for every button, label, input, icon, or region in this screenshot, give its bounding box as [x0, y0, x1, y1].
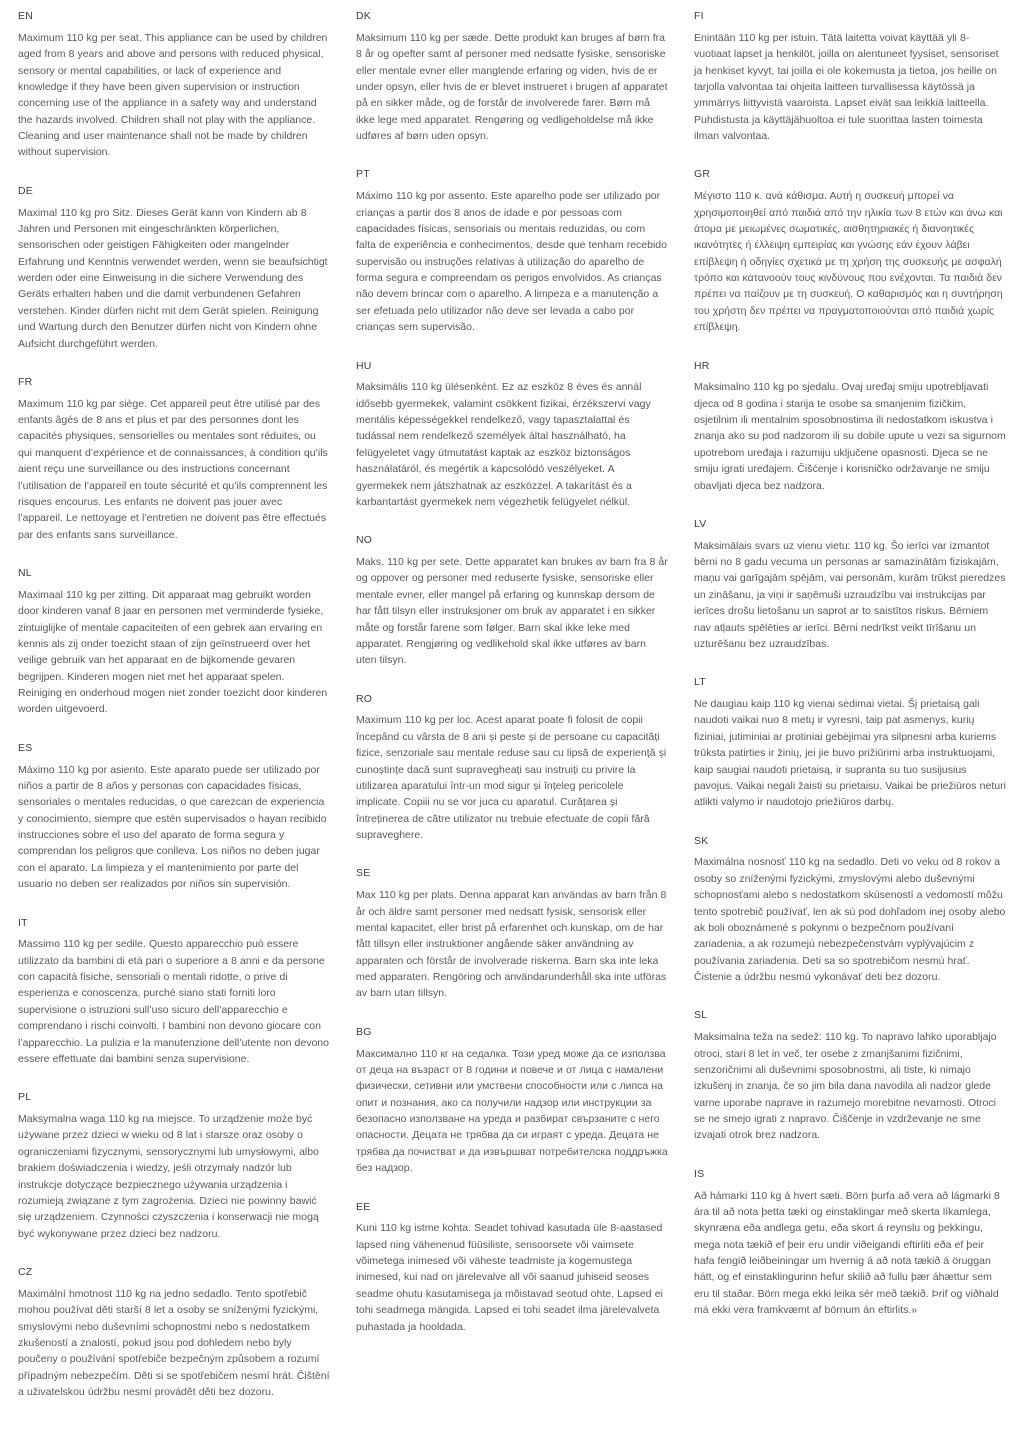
language-section — [18, 184, 330, 352]
language-body-text: Maximum 110 kg par siège. Cet appareil peut être utilisé par des enfants âgés de 8 ans et plus et par des personnes dont les capacités physiques, sensorielles ou mentales sont réduites, ou qui manquent d’expérience et de connaissances, à condition qu’ils aient reçu une surveillance ou des instructions concernant l’utilisation de l’appareil en toute sécurité et qu’ils comprennent les risques encourus. Les enfants ne doivent pas jouer avec l’appareil. Le nettoyage et l’entretien ne doivent pas être effectués par des enfants sans surveillance. — [18, 397, 328, 541]
language-code-label: EN — [18, 10, 33, 22]
language-body-text: Ne daugiau kaip 110 kg vienai sėdimai vietai. Šį prietaisą gali naudoti vaikai nuo 8 metų ir vyresni, taip pat asmenys, kurių fiziniai, jutiminiai ar protiniai gebėjimai yra silpnesni arba kuriems trūksta patirties ir žinių, jei jie buvo prižiūrimi arba instruktuojami, kaip saugiai naudoti prietaisą, ir supranta su tuo susijusius pavojus. Vaikai negali žaisti su prietaisu. Vaikai be priežiūros neturi atlikti valymo ir naudotojo priežiūros darbų. — [694, 698, 1006, 809]
language-code-label: EE — [356, 1200, 371, 1213]
language-section — [356, 9, 668, 144]
language-code-label: PL — [18, 1091, 32, 1104]
language-body-text: Máximo 110 kg por assento. Este aparelho pode ser utilizado por crianças a partir dos 8 anos de idade e por pessoas com capacidades físicas, sensoriais ou mentais reduzidas, ou com falta de experiência e conhecimentos, desde que tenham recebido supervisão ou instruções relativas à utilização do aparelho de forma segura e compreendam os perigos envolvidos. As crianças não devem brincar com o aparelho. A limpeza e a manutenção a ser efetuada pelo utilizador não deve ser levada a cabo por crianças sem supervisão. — [356, 190, 667, 334]
language-code-label: RO — [356, 692, 373, 705]
language-code-label: FR — [18, 375, 33, 388]
language-code-label: ES — [18, 741, 33, 754]
language-code-label: FI — [694, 10, 704, 22]
language-code-label: SE — [356, 867, 371, 880]
language-body-text: Að hámarki 110 kg á hvert sæti. Börn þurfa að vera að lágmarki 8 ára til að nota þetta tæki og einstaklingar með skerta líkamlega, skynræna eða andlega getu, eða skort á reynslu og þekkingu, mega nota tækið ef þeir eru undir viðeigandi eftirliti eða ef þeir hafa fengið leiðbeiningar um hvernig á að nota tækið á öruggan hátt, og ef einstaklingurinn hefur skilið að fullu þær áhættur sem eru til staðar. Börn mega ekki leika sér með tækið. Þrif og viðhald má ekki vera framkvæmt af börnum án eftirlits.» — [694, 1189, 1000, 1317]
language-code-label: DK — [356, 10, 371, 22]
language-section — [694, 167, 1006, 335]
language-code-label: HR — [694, 359, 710, 372]
language-section — [694, 9, 1006, 144]
language-body-text: Maksimalna teža na sedež: 110 kg. To napravo lahko uporabljajo otroci, stari 8 let in več, ter osebe z zmanjšanimi fizičnimi, senzoričnimi ali duševnimi sposobnostmi, ali tiste, ki nimajo izkušenj in znanja, če so jim bila dana navodila ali nadzor glede varne uporabe naprave in razumejo morebitne nevarnosti. Otroci se ne smejo igrati z napravo. Čiščenje in vzdrževanje ne sme izvajati otrok brez nadzora. — [694, 1031, 997, 1142]
language-section — [18, 916, 330, 1068]
language-section — [18, 375, 330, 543]
language-body-text: Maksimālais svars uz vienu vietu: 110 kg. Šo ierīci var izmantot bērni no 8 gadu vecuma un personas ar samazinātām fiziskajām, maņu vai garīgajām spējām, vai personām, kurām trūkst pieredzes un zināšanu, ja viņi ir saņēmuši uzraudzību vai instrukcijas par ierīces drošu lietošanu un saprot ar to saistītos riskus. Bērniem nav atļauts spēlēties ar ierīci. Bērni nedrīkst veikt tīrīšanu un uzturēšanu bez uzraudzības. — [694, 539, 1006, 650]
language-body-text: Max 110 kg per plats. Denna apparat kan användas av barn från 8 år och äldre samt personer med nedsatt fysisk, sensorisk eller mental kapacitet, eller brist på erfarenhet och kunskap, om de har fått tillsyn eller instruktioner angående säker användning av apparaten och förstår de involverade riskerna. Barn ska inte leka med apparaten. Rengöring och användarunderhåll ska inte utföras av barn utan tillsyn. — [356, 889, 667, 1000]
language-section — [18, 1265, 330, 1400]
language-code-label: LT — [694, 676, 706, 689]
language-body-text: Maximum 110 kg per seat. This appliance can be used by children aged from 8 years and above and persons with reduced physical, sensory or mental capabilities, or lack of experience and knowledge if they have been given supervision or instruction concerning use of the appliance in a safety way and understand the hazards involved. Children shall not play with the appliance. Cleaning and user maintenance shall not be made by children without supervision. — [18, 31, 328, 159]
language-code-label: HU — [356, 359, 372, 372]
language-body-text: Maksimalno 110 kg po sjedalu. Ovaj uređaj smiju upotrebljavati djeca od 8 godina i starija te osobe sa smanjenim fizičkim, osjetilnim ili mentalnim sposobnostima ili nedostatkom iskustva i znanja ako su pod nadzorom ili su dobile upute u vezi sa sigurnom upotrebom uređaja i razumiju uključene opasnosti. Djeca se ne smiju igrati uređajem. Čišćenje i korisničko održavanje ne smiju obavljati djeca bez nadzora. — [694, 381, 1006, 492]
language-body-text: Maximal 110 kg pro Sitz. Dieses Gerät kann von Kindern ab 8 Jahren und Personen mit eingeschränkten körperlichen, sensorischen oder geistigen Fähigkeiten oder mangelnder Erfahrung und Kenntnis verwendet werden, wenn sie beaufsichtigt werden oder eine Einweisung in die sichere Verwendung des Geräts erhalten haben und die damit verbundenen Gefahren verstehen. Kinder dürfen nicht mit dem Gerät spielen. Reinigung und Wartung durch den Benutzer dürfen nicht von Kindern ohne Aufsicht durchgeführt werden. — [18, 206, 328, 350]
language-section — [18, 741, 330, 893]
language-section — [18, 9, 330, 161]
language-section — [356, 167, 668, 335]
language-code-label: IS — [694, 1167, 705, 1180]
language-code-label: PT — [356, 168, 370, 181]
language-section — [356, 359, 668, 511]
language-section — [694, 359, 1006, 494]
language-body-text: Maximaal 110 kg per zitting. Dit apparaat mag gebruikt worden door kinderen vanaf 8 jaar en personen met verminderde fysieke, zintuiglijke of mentale capaciteiten of een gebrek aan ervaring en kennis als zij onder toezicht staan of zijn geïnstrueerd over het veilige gebruik van het apparaat en de bijkomende gevaren begrijpen. Kinderen mogen niet met het apparaat spelen. Reiniging en onderhoud mogen niet zonder toezicht door kinderen worden uitgevoerd. — [18, 588, 328, 716]
language-code-label: DE — [18, 184, 33, 197]
language-body-text: Maks. 110 kg per sete. Dette apparatet kan brukes av barn fra 8 år og oppover og personer med reduserte fysiske, sensoriske eller mentale evner, eller mangel på erfaring og kunnskap dersom de har fått tilsyn eller instruksjoner om bruk av apparatet i en sikker måte og forstår farene som følger. Barn skal ikke leke med apparatet. Rengjøring og vedlikehold skal ikke utføres av barn uten tilsyn. — [356, 556, 668, 667]
language-code-label: NL — [18, 567, 32, 579]
language-code-label: BG — [356, 1025, 372, 1038]
language-code-label: GR — [694, 168, 711, 181]
language-code-label: SL — [694, 1009, 708, 1022]
language-code-label: LV — [694, 517, 707, 530]
language-body-text: Maximální hmotnost 110 kg na jedno sedadlo. Tento spotřebič mohou používat děti starší 8 let a osoby se sníženými fyzickými, smyslovými nebo duševními schopnostmi nebo s nedostatkem zkušeností a znalostí, pokud jsou pod dohledem nebo byly poučeny o používání spotřebiče bezpečným způsobem a rozumí případným nebezpečím. Děti si se spotřebičem nesmí hrát. Čištění a uživatelskou údržbu nesmí provádět děti bez dozoru. — [18, 1287, 330, 1398]
language-section — [694, 1008, 1006, 1143]
language-body-text: Maksimum 110 kg per sæde. Dette produkt kan bruges af børn fra 8 år og opefter samt af personer med nedsatte fysiske, sensoriske eller mentale evner eller manglende erfaring og viden, hvis de er under opsyn, eller hvis de er blevet instrueret i brugen af apparatet på en sikker måde, og de forstår de involverede farer. Børn må ikke lege med apparatet. Rengøring og vedligeholdelse må ikke udføres af børn uden opsyn. — [356, 31, 668, 142]
language-section — [694, 517, 1006, 652]
language-body-text: Maximálna nosnosť 110 kg na sedadlo. Deti vo veku od 8 rokov a osoby so zníženými fyzickými, zmyslovými alebo duševnými schopnosťami alebo s nedostatkom skúseností a vedomostí môžu tento spotrebič používať, len ak sú pod dohľadom inej osoby alebo ak boli oboznámené s pokynmi o bezpečnom používaní zariadenia, a ak rozumejú nebezpečenstvám vyplývajúcim z používania zariadenia. Deti sa so spotrebičom nesmú hrať. Čistenie a údržbu nesmú vykonávať deti bez dozoru. — [694, 856, 1006, 983]
language-section — [694, 675, 1006, 810]
language-section — [18, 566, 330, 718]
language-section — [694, 834, 1006, 986]
language-section — [356, 1025, 668, 1177]
language-code-label: SK — [694, 834, 709, 847]
language-section — [356, 866, 668, 1001]
column-left — [18, 9, 330, 1423]
language-body-text: Kuni 110 kg istme kohta. Seadet tohivad kasutada üle 8-aastased lapsed ning vähenenud füüsiliste, sensoorsete või vaimsete võimetega inimesed või väheste teadmiste ja kogemustega inimesed, kui nad on järelevalve all või saanud juhiseid seoses seadme ohutu kasutamisega ja mõistavad seotud ohte. Lapsed ei tohi seadmega mängida. Lapsed ei tohi seadet ilma järelevalveta puhastada ja hooldada. — [356, 1222, 663, 1333]
language-body-text: Maksimális 110 kg ülésenként. Ez az eszköz 8 éves és annál idősebb gyermekek, valamint csökkent fizikai, érzékszervi vagy mentális képességekkel rendelkező, vagy tapasztalattal és tudással nem rendelkező személyek által használható, ha felügyeletet vagy útmutatást kaptak az eszköz biztonságos használatáról, és megértik a kapcsolódó veszélyeket. A gyermekek nem játszhatnak az eszközzel. A takarítást és a karbantartást gyermekek nem végezhetik felügyelet nélkül. — [356, 381, 651, 508]
language-section — [356, 533, 668, 668]
language-section — [18, 1090, 330, 1242]
language-code-label: CZ — [18, 1266, 33, 1278]
language-code-label: IT — [18, 916, 28, 929]
language-body-text: Máximo 110 kg por asiento. Este aparato puede ser utilizado por niños a partir de 8 años y personas con capacidades físicas, sensoriales o mentales reducidas, o que carezcan de experiencia y conocimiento, siempre que estén supervisados o hayan recibido instrucciones sobre el uso del aparato de forma segura y comprendan los peligros que conlleva. Los niños no deben jugar con el aparato. La limpieza y el mantenimiento por parte del usuario no deben ser realizados por niños sin supervisión. — [18, 763, 327, 891]
language-body-text: Максимално 110 кг на седалка. Този уред може да се използва от деца на възраст от 8 години и повече и от лица с намалени физически, сетивни или умствени способности или с липса на опит и познания, ако са получили надзор или инструкции за безопасно използване на уреда и разбират свързаните с него опасности. Децата не трябва да си играят с уреда. Децата не трябва да почистват и да извършват потребителска поддръжка без надзор. — [356, 1047, 668, 1175]
language-section — [356, 1200, 668, 1335]
language-body-text: Maximum 110 kg per loc. Acest aparat poate fi folosit de copii începând cu vârsta de 8 ani și peste și de persoane cu capacități fizice, senzoriale sau mentale reduse sau cu lipsă de experiență și cunoștințe dacă sunt supravegheați sau instruiți cu privire la utilizarea aparatului într-un mod sigur și înțeleg pericolele implicate. Copiii nu se vor juca cu aparatul. Curățarea și întreținerea de către utilizator nu trebuie efectuate de copii fără supraveghere. — [356, 714, 667, 841]
column-right — [694, 9, 1006, 1342]
language-body-text: Maksymalna waga 110 kg na miejsce. To urządzenie może być używane przez dzieci w wieku od 8 lat i starsze oraz osoby o ograniczeniami fizycznymi, sensorycznymi lub umysłowymi, albo brakiem doświadczenia i wiedzy, jeśli otrzymały nadzór lub instrukcje dotyczące bezpiecznego używania urządzenia i rozumieją związane z tym zagrożenia. Dzieci nie powinny bawić się urządzeniem. Czynności czyszczenia i konserwacji nie mogą być wykonywane przez dzieci bez nadzoru. — [18, 1113, 319, 1240]
language-code-label: NO — [356, 534, 373, 547]
language-body-text: Massimo 110 kg per sedile. Questo apparecchio può essere utilizzato da bambini di età pari o superiore a 8 anni e da persone con capacità fisiche, sensoriali o mentali ridotte, o prive di esperienza e conoscenza, purché siano stati forniti loro supervisione o istruzioni sull’uso sicuro dell’apparecchio e comprendano i rischi coinvolti. I bambini non devono giocare con l’apparecchio. La pulizia e la manutenzione dell’utente non devono essere effettuate dai bambini senza supervisione. — [18, 938, 329, 1065]
language-body-text: Enintään 110 kg per istuin. Tätä laitetta voivat käyttää yli 8-vuotiaat lapset ja henkilöt, joilla on alentuneet fyysiset, sensoriset ja henkiset kyvyt, tai joilla ei ole kokemusta ja tietoa, jos heille on tarjolla valvontaa tai ohjeita laitteen turvallisessa käytössä ja ymmärrys liittyvistä vaaroista. Lapset eivät saa leikkiä laitteella. Puhdistusta ja käyttäjähuoltoa ei tule suorittaa lasten toimesta ilman valvontaa. — [694, 31, 999, 142]
language-section — [694, 1167, 1006, 1319]
column-middle — [356, 9, 668, 1358]
language-body-text: Μέγιστο 110 κ. ανά κάθισμα. Αυτή η συσκευή μπορεί να χρησιμοποιηθεί από παιδιά από την ηλικία των 8 ετών και άνω και άτομα με μειωμένες σωματικές, αισθητηριακές ή διανοητικές ικανότητες ή έλλειψη εμπειρίας και γνώσης εάν έχουν λάβει επίβλεψη ή οδηγίες σχετικά με τη χρήση της συσκευής με ασφαλή τρόπο και κατανοούν τους κινδύνους που ενέχονται. Τα παιδιά δεν πρέπει να παίζουν με τη συσκευή. Ο καθαρισμός και η συντήρηση του χρήστη δεν πρέπει να πραγματοποιούνται από παιδιά χωρίς επίβλεψη. — [694, 190, 1003, 334]
language-section — [356, 692, 668, 844]
